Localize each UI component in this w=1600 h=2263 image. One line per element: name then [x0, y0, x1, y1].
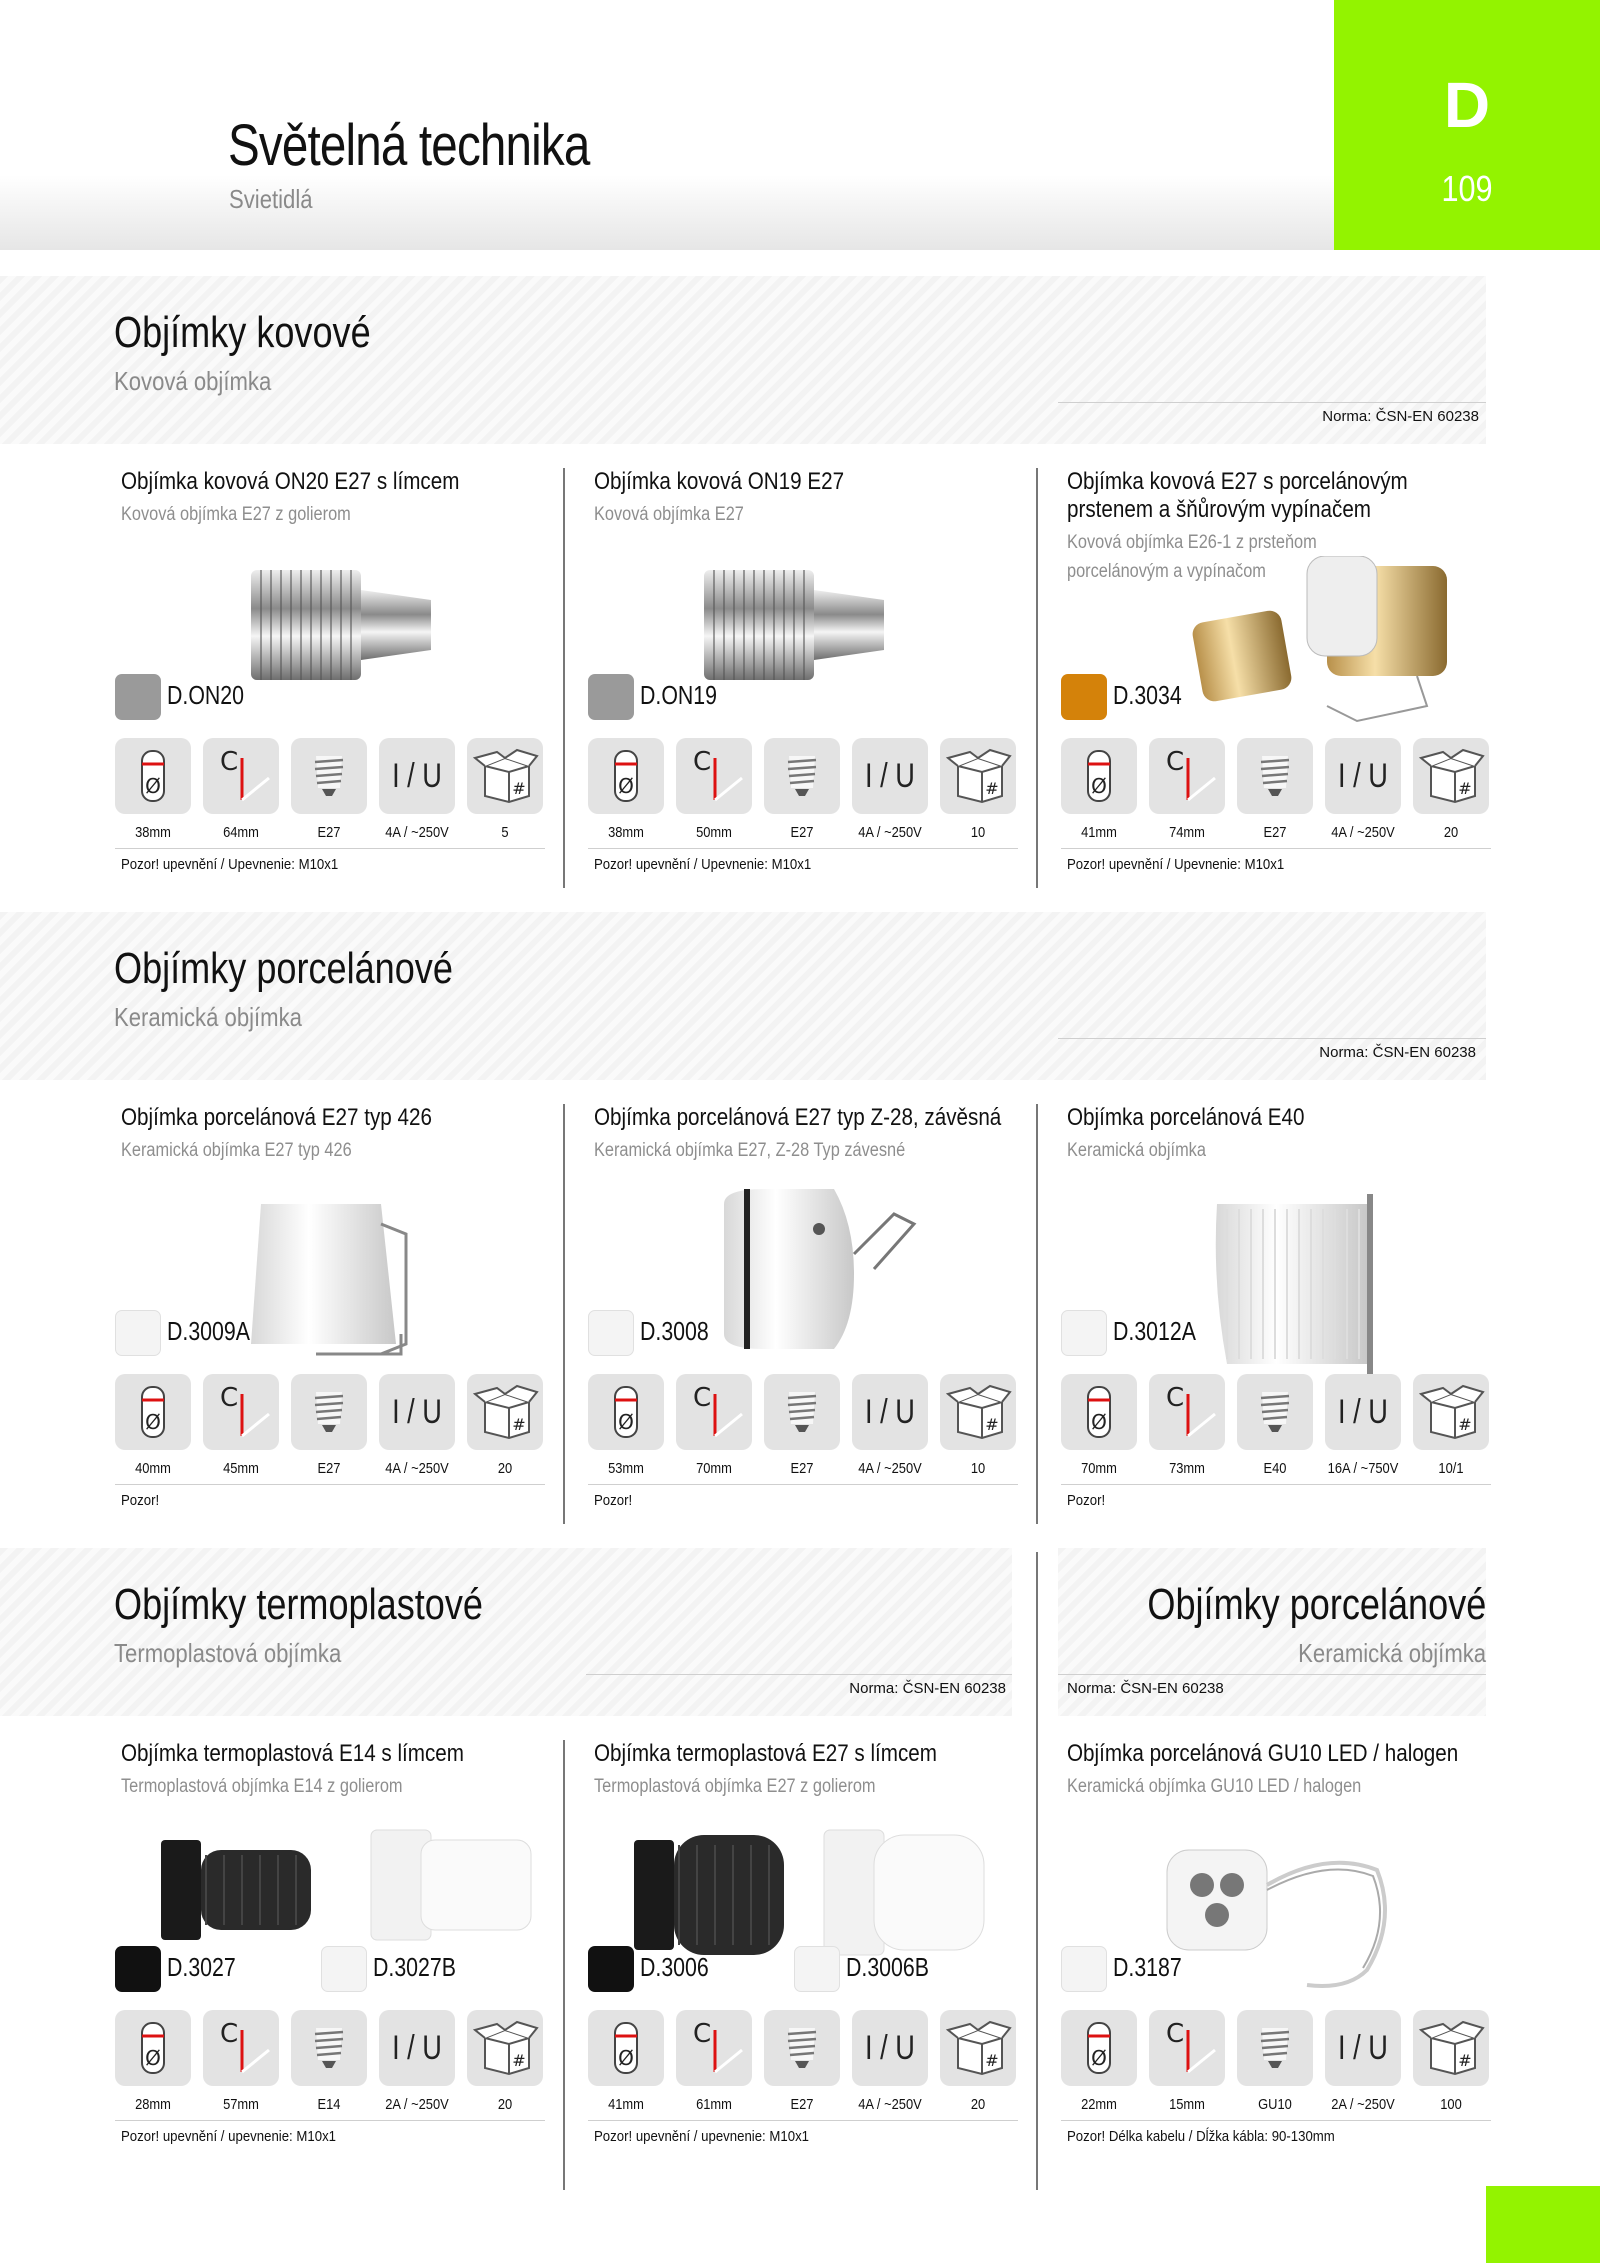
norma-label: Norma: ČSN-EN 60238	[849, 1680, 1006, 1697]
svg-text:Ø: Ø	[618, 2046, 634, 2070]
spec-value: 10	[970, 1460, 986, 1477]
spec-value: E27	[790, 1460, 814, 1477]
current-voltage-label: I / U	[1338, 2029, 1388, 2067]
color-swatch	[588, 1310, 634, 1356]
spec-value: 4A / ~250V	[1331, 824, 1395, 841]
svg-text:C: C	[220, 747, 239, 777]
product-card	[1067, 1740, 1487, 2180]
section-band-porcelain	[0, 912, 1486, 1080]
chapter-tab	[1334, 0, 1600, 250]
section-subtitle: Kovová objímka	[114, 366, 272, 396]
svg-text:Ø: Ø	[618, 774, 634, 798]
svg-text:#: #	[512, 2051, 526, 2070]
spec-icons-row	[1061, 738, 1491, 818]
svg-text:C: C	[1166, 1383, 1185, 1413]
spec-icons-row	[588, 738, 1018, 818]
page-header	[0, 0, 1334, 250]
spec-value: 5	[501, 824, 509, 841]
current-voltage-icon	[1325, 2010, 1401, 2086]
color-swatch	[1061, 1310, 1107, 1356]
spec-value: 20	[970, 2096, 986, 2113]
svg-text:#: #	[985, 779, 999, 798]
product-title: Objímka kovová ON19 E27	[594, 468, 845, 495]
spec-value: 50mm	[696, 824, 732, 841]
product-card	[121, 1740, 541, 2180]
thread-icon	[764, 1374, 840, 1450]
section-subtitle: Keramická objímka	[1298, 1638, 1486, 1668]
spec-value: 15mm	[1169, 2096, 1205, 2113]
spec-value: 10	[970, 824, 986, 841]
diameter-icon	[115, 1374, 191, 1450]
column-divider	[1036, 468, 1038, 888]
product-code: D.3034	[1113, 680, 1182, 710]
spec-value: E27	[317, 824, 341, 841]
color-swatch	[588, 1946, 634, 1992]
spec-value: 41mm	[608, 2096, 644, 2113]
height-icon	[203, 2010, 279, 2086]
svg-text:#: #	[1458, 1415, 1472, 1434]
spec-icons-row	[1061, 1374, 1491, 1454]
color-swatch	[115, 1310, 161, 1356]
product-card	[1067, 1104, 1487, 1544]
current-voltage-icon	[1325, 738, 1401, 814]
product-code: D.3008	[640, 1316, 709, 1346]
diameter-icon	[588, 1374, 664, 1450]
product-code: D.3187	[1113, 1952, 1182, 1982]
height-icon	[676, 738, 752, 814]
product-subtitle: Kovová objímka E26-1 z prsteňom	[1067, 532, 1317, 553]
spec-value: 61mm	[696, 2096, 732, 2113]
product-subtitle: Termoplastová objímka E27 z golierom	[594, 1776, 876, 1797]
spec-value: 40mm	[135, 1460, 171, 1477]
product-image	[221, 1194, 431, 1364]
spec-value: 45mm	[223, 1460, 259, 1477]
product-subtitle: Kovová objímka E27 z golierom	[121, 504, 351, 525]
product-card	[594, 468, 1014, 908]
product-note: Pozor!	[1067, 1492, 1106, 1509]
product-image	[241, 560, 451, 690]
spec-divider	[115, 2120, 545, 2121]
thread-icon	[764, 738, 840, 814]
current-voltage-icon	[1325, 1374, 1401, 1450]
package-count-icon	[467, 738, 543, 814]
current-voltage-label: I / U	[865, 2029, 915, 2067]
current-voltage-icon	[379, 2010, 455, 2086]
product-code: D.3006B	[846, 1952, 929, 1982]
product-subtitle-line2: porcelánovým a vypínačom	[1067, 561, 1266, 582]
spec-value: 4A / ~250V	[385, 824, 449, 841]
svg-text:Ø: Ø	[145, 774, 161, 798]
svg-text:Ø: Ø	[1091, 2046, 1107, 2070]
product-card	[594, 1740, 1014, 2180]
section-subtitle: Termoplastová objímka	[114, 1638, 342, 1668]
product-image	[1147, 1830, 1437, 2000]
svg-text:C: C	[1166, 2019, 1185, 2049]
svg-text:Ø: Ø	[618, 1410, 634, 1434]
product-title: Objímka porcelánová E27 typ 426	[121, 1104, 432, 1131]
product-title: Objímka termoplastová E14 s límcem	[121, 1740, 464, 1767]
spec-value: 4A / ~250V	[385, 1460, 449, 1477]
package-count-icon	[467, 1374, 543, 1450]
product-note: Pozor!	[594, 1492, 633, 1509]
product-note: Pozor! upevnění / Upevnenie: M10x1	[1067, 856, 1285, 873]
spec-icons-row	[115, 2010, 545, 2090]
section-title: Objímky kovové	[114, 308, 371, 357]
svg-text:#: #	[512, 1415, 526, 1434]
thread-icon	[1237, 2010, 1313, 2086]
spec-value: 57mm	[223, 2096, 259, 2113]
height-icon	[1149, 2010, 1225, 2086]
height-icon	[676, 2010, 752, 2086]
spec-value: 73mm	[1169, 1460, 1205, 1477]
chapter-letter: D	[1443, 69, 1491, 141]
spec-value: E40	[1263, 1460, 1287, 1477]
spec-value: 4A / ~250V	[858, 2096, 922, 2113]
column-divider	[563, 468, 565, 888]
color-swatch	[794, 1946, 840, 1992]
product-subtitle: Keramická objímka	[1067, 1140, 1206, 1161]
product-code: D.ON20	[167, 680, 245, 710]
spec-divider	[115, 848, 545, 849]
spec-value: 74mm	[1169, 824, 1205, 841]
color-swatch	[1061, 674, 1107, 720]
current-voltage-icon	[852, 2010, 928, 2086]
svg-text:Ø: Ø	[145, 1410, 161, 1434]
svg-text:C: C	[220, 1383, 239, 1413]
color-swatch	[115, 1946, 161, 1992]
svg-text:C: C	[1166, 747, 1185, 777]
product-image	[694, 560, 904, 690]
current-voltage-label: I / U	[865, 1393, 915, 1431]
product-title: Objímka kovová E27 s porcelánovým	[1067, 468, 1408, 495]
spec-value: 70mm	[696, 1460, 732, 1477]
product-code: D.3009A	[167, 1316, 250, 1346]
thread-icon	[764, 2010, 840, 2086]
product-title: Objímka porcelánová GU10 LED / halogen	[1067, 1740, 1459, 1767]
height-icon	[1149, 738, 1225, 814]
section-title: Objímky termoplastové	[114, 1580, 483, 1629]
color-swatch	[588, 674, 634, 720]
product-note: Pozor!	[121, 1492, 160, 1509]
spec-value: 10/1	[1438, 1460, 1464, 1477]
product-subtitle: Kovová objímka E27	[594, 504, 744, 525]
product-subtitle: Keramická objímka E27, Z-28 Typ závesné	[594, 1140, 906, 1161]
current-voltage-icon	[379, 1374, 455, 1450]
page-subtitle: Svietidlá	[229, 184, 313, 214]
product-title: Objímka porcelánová E27 typ Z-28, závěsná	[594, 1104, 1002, 1131]
diameter-icon	[588, 2010, 664, 2086]
svg-text:Ø: Ø	[1091, 774, 1107, 798]
product-code: D.3012A	[1113, 1316, 1196, 1346]
spec-value: GU10	[1258, 2096, 1292, 2113]
height-icon	[1149, 1374, 1225, 1450]
current-voltage-label: I / U	[392, 1393, 442, 1431]
product-subtitle: Keramická objímka GU10 LED / halogen	[1067, 1776, 1362, 1797]
thread-icon	[291, 738, 367, 814]
spec-value: E27	[1263, 824, 1287, 841]
column-divider	[1036, 1552, 1038, 2190]
product-image	[1177, 556, 1487, 726]
norma-label: Norma: ČSN-EN 60238	[1319, 1044, 1476, 1061]
norma-label: Norma: ČSN-EN 60238	[1067, 1680, 1224, 1697]
corner-accent	[1486, 2186, 1600, 2263]
norma-label: Norma: ČSN-EN 60238	[1322, 408, 1479, 425]
spec-value: 100	[1440, 2096, 1462, 2113]
product-code: D.3027	[167, 1952, 236, 1982]
page-title: Světelná technika	[228, 113, 590, 178]
current-voltage-label: I / U	[392, 2029, 442, 2067]
height-icon	[203, 1374, 279, 1450]
spec-value: 20	[1443, 824, 1459, 841]
svg-text:#: #	[985, 1415, 999, 1434]
current-voltage-icon	[379, 738, 455, 814]
svg-text:#: #	[1458, 2051, 1472, 2070]
product-note: Pozor! upevnění / Upevnenie: M10x1	[594, 856, 812, 873]
spec-value: 70mm	[1081, 1460, 1117, 1477]
product-note: Pozor! upevnění / upevnenie: M10x1	[594, 2128, 810, 2145]
column-divider	[563, 1104, 565, 1524]
svg-text:Ø: Ø	[145, 2046, 161, 2070]
section-band-metal	[0, 276, 1486, 444]
spec-value: 28mm	[135, 2096, 171, 2113]
product-title: Objímka kovová ON20 E27 s límcem	[121, 468, 460, 495]
spec-value: E27	[790, 2096, 814, 2113]
spec-value: E14	[317, 2096, 341, 2113]
spec-divider	[588, 1484, 1018, 1485]
section-subtitle: Keramická objímka	[114, 1002, 302, 1032]
spec-divider	[1061, 848, 1491, 849]
norma-divider	[1058, 1674, 1486, 1675]
current-voltage-label: I / U	[1338, 757, 1388, 795]
thread-icon	[291, 2010, 367, 2086]
color-swatch	[1061, 1946, 1107, 1992]
package-count-icon	[940, 738, 1016, 814]
spec-divider	[115, 1484, 545, 1485]
section-title: Objímky porcelánové	[114, 944, 453, 993]
svg-text:#: #	[1458, 779, 1472, 798]
height-icon	[203, 738, 279, 814]
product-card	[121, 1104, 541, 1544]
spec-value: 4A / ~250V	[858, 1460, 922, 1477]
product-image	[704, 1184, 964, 1354]
spec-value: 2A / ~250V	[385, 2096, 449, 2113]
svg-text:Ø: Ø	[1091, 1410, 1107, 1434]
spec-value: 22mm	[1081, 2096, 1117, 2113]
norma-divider	[1058, 402, 1486, 403]
thread-icon	[1237, 738, 1313, 814]
product-card	[121, 468, 541, 908]
spec-divider	[588, 2120, 1018, 2121]
spec-divider	[1061, 2120, 1491, 2121]
diameter-icon	[1061, 2010, 1137, 2086]
product-title: Objímka termoplastová E27 s límcem	[594, 1740, 937, 1767]
package-count-icon	[1413, 2010, 1489, 2086]
spec-value: 38mm	[135, 824, 171, 841]
norma-divider	[586, 1674, 1012, 1675]
spec-divider	[588, 848, 1018, 849]
svg-text:C: C	[693, 747, 712, 777]
column-divider	[563, 1740, 565, 2190]
spec-value: 64mm	[223, 824, 259, 841]
current-voltage-label: I / U	[392, 757, 442, 795]
spec-value: 38mm	[608, 824, 644, 841]
spec-value: E27	[790, 824, 814, 841]
thread-icon	[1237, 1374, 1313, 1450]
section-title: Objímky porcelánové	[1147, 1580, 1486, 1629]
product-note: Pozor! upevnění / upevnenie: M10x1	[121, 2128, 337, 2145]
product-note: Pozor! Délka kabelu / Dĺžka kábla: 90-130mm	[1067, 2128, 1335, 2145]
spec-value: 4A / ~250V	[858, 824, 922, 841]
norma-divider	[1058, 1038, 1486, 1039]
current-voltage-label: I / U	[1338, 1393, 1388, 1431]
color-swatch	[115, 674, 161, 720]
page-number: 109	[1441, 168, 1493, 209]
spec-value: 2A / ~250V	[1331, 2096, 1395, 2113]
spec-divider	[1061, 1484, 1491, 1485]
diameter-icon	[115, 2010, 191, 2086]
spec-icons-row	[115, 1374, 545, 1454]
product-title: Objímka porcelánová E40	[1067, 1104, 1305, 1131]
spec-icons-row	[588, 1374, 1018, 1454]
spec-value: 53mm	[608, 1460, 644, 1477]
svg-text:#: #	[512, 779, 526, 798]
spec-value: 20	[497, 2096, 513, 2113]
product-image	[151, 1820, 541, 1960]
product-subtitle: Termoplastová objímka E14 z golierom	[121, 1776, 403, 1797]
diameter-icon	[588, 738, 664, 814]
product-subtitle: Keramická objímka E27 typ 426	[121, 1140, 352, 1161]
spec-value: 16A / ~750V	[1327, 1460, 1399, 1477]
spec-icons-row	[115, 738, 545, 818]
column-divider	[1036, 1104, 1038, 1524]
product-code: D.3006	[640, 1952, 709, 1982]
svg-text:C: C	[693, 2019, 712, 2049]
package-count-icon	[467, 2010, 543, 2086]
svg-text:#: #	[985, 2051, 999, 2070]
package-count-icon	[940, 2010, 1016, 2086]
spec-value: E27	[317, 1460, 341, 1477]
product-card	[594, 1104, 1014, 1544]
current-voltage-icon	[852, 738, 928, 814]
svg-text:C: C	[693, 1383, 712, 1413]
height-icon	[676, 1374, 752, 1450]
diameter-icon	[1061, 1374, 1137, 1450]
product-title-line2: prstenem a šňůrovým vypínačem	[1067, 496, 1371, 523]
thread-icon	[291, 1374, 367, 1450]
diameter-icon	[1061, 738, 1137, 814]
product-code: D.3027B	[373, 1952, 456, 1982]
product-card	[1067, 468, 1487, 908]
svg-text:C: C	[220, 2019, 239, 2049]
color-swatch	[321, 1946, 367, 1992]
spec-value: 41mm	[1081, 824, 1117, 841]
product-code: D.ON19	[640, 680, 718, 710]
package-count-icon	[1413, 1374, 1489, 1450]
spec-value: 20	[497, 1460, 513, 1477]
spec-icons-row	[1061, 2010, 1491, 2090]
spec-icons-row	[588, 2010, 1018, 2090]
product-note: Pozor! upevnění / Upevnenie: M10x1	[121, 856, 339, 873]
product-image	[1197, 1184, 1417, 1384]
package-count-icon	[1413, 738, 1489, 814]
current-voltage-icon	[852, 1374, 928, 1450]
package-count-icon	[940, 1374, 1016, 1450]
diameter-icon	[115, 738, 191, 814]
current-voltage-label: I / U	[865, 757, 915, 795]
